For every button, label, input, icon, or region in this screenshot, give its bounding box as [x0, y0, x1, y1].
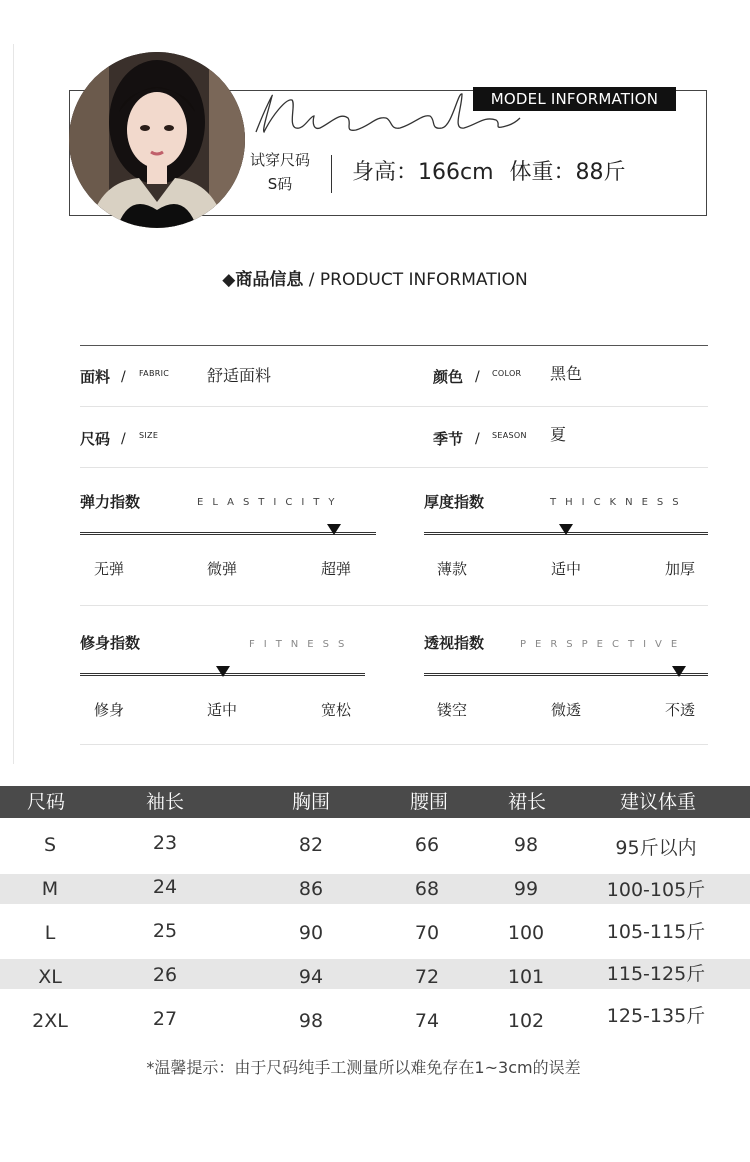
product-info-title-cn: ◆商品信息 — [222, 270, 304, 290]
table-cell: 100 — [507, 922, 545, 944]
size-table-header-cell: 腰围 — [409, 791, 448, 813]
table-cell: 86 — [298, 878, 324, 900]
size-en: SIZE — [139, 431, 159, 440]
thickness-marker-icon — [559, 524, 573, 535]
table-cell: XL — [38, 966, 62, 988]
row-divider — [80, 467, 708, 468]
fitness-option: 适中 — [206, 701, 237, 719]
fitness-label: 修身指数 — [80, 634, 141, 652]
perspective-label: 透视指数 — [424, 634, 485, 652]
left-guide-line — [13, 44, 14, 764]
table-cell: 95斤以内 — [615, 837, 697, 859]
fabric-value: 舒适面料 — [207, 366, 272, 385]
model-information-tag: MODEL INFORMATION — [473, 87, 676, 111]
size-table-header-cell: 建议体重 — [619, 791, 696, 813]
table-cell: 98 — [298, 1010, 324, 1032]
color-slash: / — [475, 369, 480, 385]
size-table-header-cell: 裙长 — [507, 791, 546, 813]
elasticity-option: 微弹 — [206, 560, 237, 578]
row-divider — [80, 605, 708, 606]
table-cell: 68 — [414, 878, 440, 900]
fitness-option: 宽松 — [320, 701, 351, 719]
perspective-marker-icon — [672, 666, 686, 677]
fabric-en: FABRIC — [139, 369, 170, 378]
product-info-title — [0, 268, 750, 292]
row-divider — [80, 744, 708, 745]
table-cell: 70 — [414, 922, 440, 944]
elasticity-marker-icon — [327, 524, 341, 535]
color-en: COLOR — [492, 369, 522, 378]
table-cell: 74 — [414, 1010, 440, 1032]
color-value: 黑色 — [550, 364, 583, 383]
thickness-option: 加厚 — [664, 560, 695, 578]
table-cell: 27 — [152, 1008, 178, 1030]
table-cell: S — [43, 834, 57, 856]
season-en: SEASON — [492, 431, 527, 440]
color-label: 颜色 — [433, 368, 464, 386]
model-height: 身高：166cm — [352, 160, 494, 185]
table-cell: 26 — [152, 964, 178, 986]
card-divider — [331, 155, 332, 193]
elasticity-option: 超弹 — [320, 560, 351, 578]
measurement-note: *温馨提示：由于尺码纯手工测量所以难免存在1~3cm的误差 — [146, 1058, 581, 1077]
table-cell: L — [44, 922, 56, 944]
size-table-header-cell: 胸围 — [291, 791, 330, 813]
table-cell: 94 — [298, 966, 324, 988]
elasticity-label: 弹力指数 — [80, 493, 141, 511]
size-table-header-cell: 尺码 — [26, 791, 65, 813]
try-on-size-label: 试穿尺码 — [249, 151, 310, 169]
table-cell: 24 — [152, 876, 178, 898]
table-cell: 72 — [414, 966, 440, 988]
table-cell: 102 — [507, 1010, 545, 1032]
try-on-size-value: S码 — [267, 175, 293, 193]
size-table-header-cell: 袖长 — [145, 791, 184, 813]
elasticity-en: ELASTICITY — [197, 497, 344, 508]
product-info-title-en: / PRODUCT INFORMATION — [303, 270, 528, 290]
fitness-en: FITNESS — [249, 639, 354, 650]
size-slash: / — [121, 431, 126, 447]
table-cell: 101 — [507, 966, 545, 988]
elasticity-option: 无弹 — [93, 560, 124, 578]
table-cell: 25 — [152, 920, 178, 942]
table-cell: M — [41, 878, 59, 900]
perspective-option: 镂空 — [436, 701, 467, 719]
fabric-slash: / — [121, 369, 126, 385]
size-label: 尺码 — [80, 430, 111, 448]
table-cell: 125-135斤 — [606, 1005, 706, 1027]
fabric-label: 面料 — [80, 368, 111, 386]
season-value: 夏 — [550, 425, 567, 444]
table-cell: 100-105斤 — [606, 879, 706, 901]
table-cell: 82 — [298, 834, 324, 856]
table-cell: 66 — [414, 834, 440, 856]
table-cell: 90 — [298, 922, 324, 944]
table-cell: 99 — [513, 878, 539, 900]
fitness-marker-icon — [216, 666, 230, 677]
season-label: 季节 — [433, 430, 464, 448]
thickness-label: 厚度指数 — [424, 493, 485, 511]
model-weight: 体重：88斤 — [509, 160, 626, 185]
table-cell: 23 — [152, 832, 178, 854]
table-cell: 115-125斤 — [606, 963, 706, 985]
thickness-en: THICKNESS — [550, 497, 688, 508]
model-stats — [352, 158, 642, 188]
thickness-option: 适中 — [550, 560, 581, 578]
model-photo-illustration — [69, 52, 245, 228]
fitness-option: 修身 — [93, 701, 124, 719]
perspective-option: 微透 — [550, 701, 581, 719]
perspective-option: 不透 — [664, 701, 695, 719]
perspective-scale — [424, 673, 708, 676]
season-slash: / — [475, 431, 480, 447]
table-cell: 2XL — [32, 1010, 68, 1032]
table-cell: 105-115斤 — [606, 921, 706, 943]
table-top-rule — [80, 345, 708, 346]
thickness-option: 薄款 — [436, 560, 467, 578]
model-photo — [69, 52, 245, 228]
row-divider — [80, 406, 708, 407]
perspective-en: PERSPECTIVE — [520, 639, 687, 650]
table-cell: 98 — [513, 834, 539, 856]
